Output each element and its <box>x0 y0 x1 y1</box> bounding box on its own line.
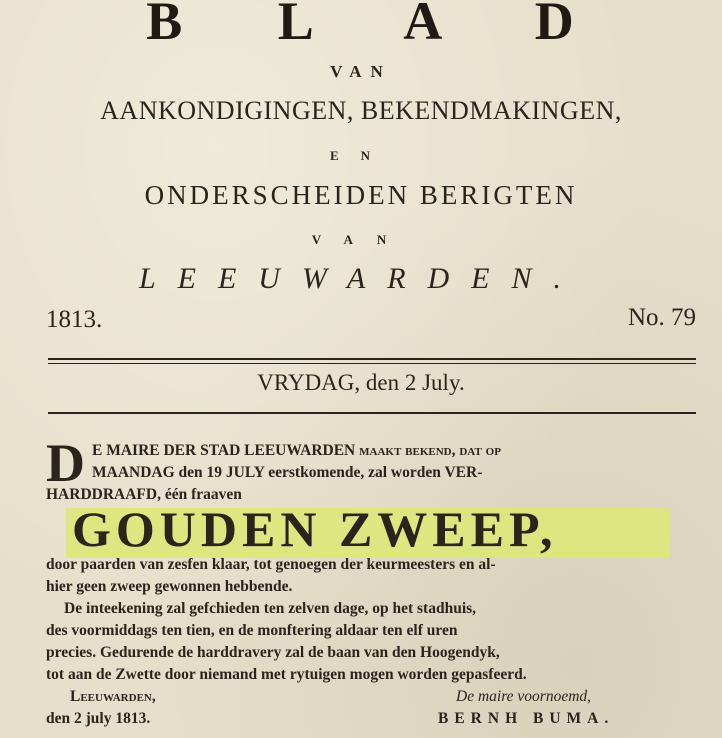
notice-dropcap: D <box>46 433 85 493</box>
masthead-van-1: VAN <box>330 62 392 81</box>
notice-line-5: hier geen zweep gewonnen hebbende. <box>46 578 293 595</box>
signature-name: BERNH BUMA. <box>438 710 615 727</box>
masthead-city: LEEUWARDEN. <box>138 262 584 295</box>
masthead-en: EN <box>329 148 393 163</box>
notice-line-7: des voormiddags ten tien, en de monftering aldaar ten elf uren <box>46 622 458 639</box>
signature-title: De maire voornoemd, <box>456 688 592 705</box>
masthead-title: B L A D <box>146 0 576 51</box>
masthead-van-2: VAN <box>311 232 411 247</box>
notice-line-1: E MAIRE DER STAD LEEUWARDEN maakt bekend, dat op <box>92 442 501 459</box>
top-rule <box>48 358 696 360</box>
notice-line-6: De inteekening zal gefchieden ten zelven dage, op het stadhuis, <box>64 600 477 617</box>
notice-line-2: MAANDAG den 19 JULY eerstkomende, zal worden VER- <box>92 464 483 481</box>
masthead-subtitle-1: AANKONDIGINGEN, BEKENDMAKINGEN, <box>100 96 622 125</box>
notice-line-8: precies. Gedurende de harddravery zal de baan van den Hoogendyk, <box>46 644 500 661</box>
top-rule-thin <box>48 363 696 364</box>
notice-place: Leeuwarden, <box>70 688 156 705</box>
date-rule <box>48 412 696 414</box>
issue-date: VRYDAG, den 2 July. <box>257 370 465 395</box>
masthead-subtitle-2: ONDERSCHEIDEN BERIGTEN <box>144 180 578 210</box>
notice-date: den 2 july 1813. <box>46 710 151 727</box>
notice-line-9: tot aan de Zwette door niemand met rytuigen mogen worden gepasfeerd. <box>46 666 527 683</box>
issue-number: No. 79 <box>627 304 696 331</box>
notice-line-3: HARDDRAAFD, één fraaven <box>46 486 242 503</box>
notice-headline: GOUDEN ZWEEP, <box>72 501 558 557</box>
notice-line-4: door paarden van zesfen klaar, tot genoegen der keurmeesters en al- <box>46 556 496 573</box>
issue-year: 1813. <box>46 306 103 333</box>
